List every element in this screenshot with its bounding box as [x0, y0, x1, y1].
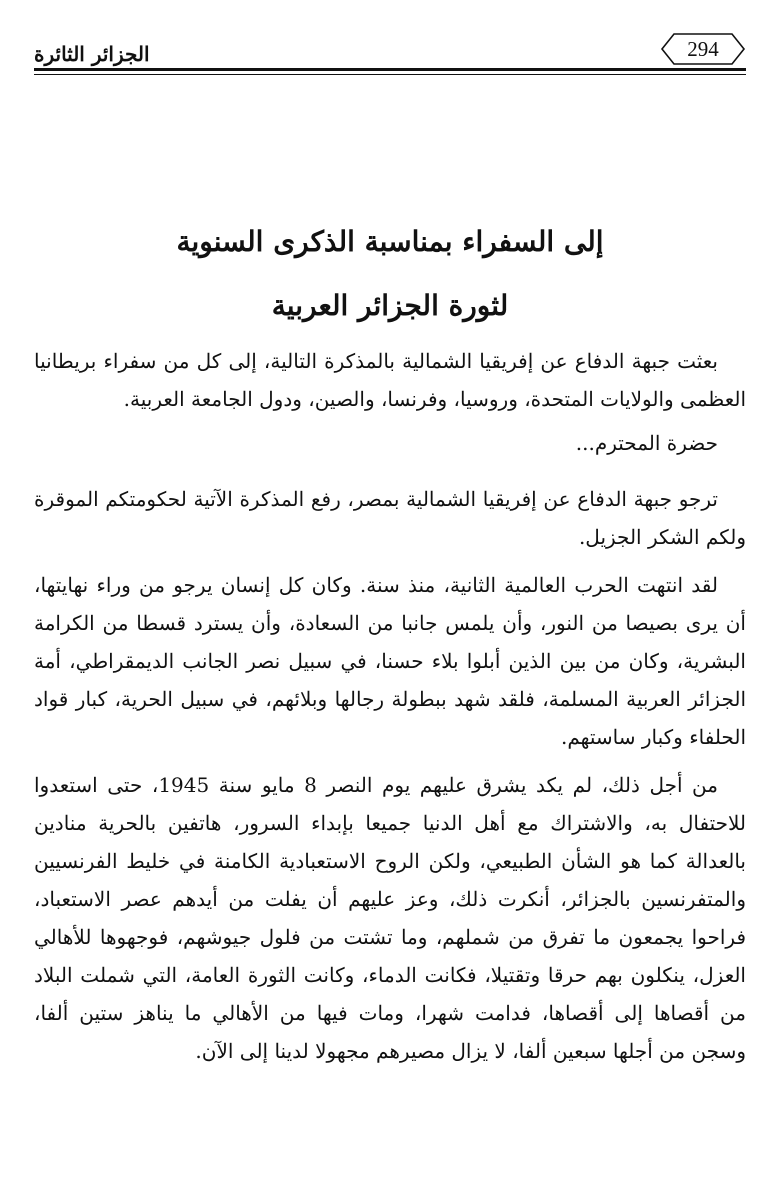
- page-number: 294: [687, 37, 719, 61]
- article-title-line-2: لثورة الجزائر العربية: [271, 289, 509, 322]
- header-rule-thin: [34, 74, 746, 75]
- page-number-badge: [660, 32, 746, 66]
- body-paragraph: من أجل ذلك، لم يكد يشرق عليهم يوم النصر 8 مايو سنة 1945، حتى استعدوا للاحتفال به، والاشتراك مع أهل الدنيا جميعا بإبداء السرور، هاتفين بالحرية منادين بالعدالة كما هو الشأن الطبيعي، ولكن الروح الاستعبادية الكامنة في خليط الفرنسيين والمتفرنسين بالجزائر، أنكرت ذلك، وعز عليهم أن يفلت من أيدهم عصر الاستعباد، فراحوا يجمعون ما تفرق من شملهم، وما تشتت من فلول جيوشهم، فوجهوها للأهالي العزل، ينكلون بهم حرقا وتقتيلا، فكانت الدماء، وكانت الثورة العامة، التي شملت البلاد من أقصاها إلى أقصاها، فدامت شهرا، ومات فيها من الأهالي ما يناهز ستين ألفا، وسجن من أجلها سبعين ألفا، لا يزال مصيرهم مجهولا لدينا إلى الآن.: [34, 773, 746, 1063]
- body-paragraph: لقد انتهت الحرب العالمية الثانية، منذ سنة. وكان كل إنسان يرجو من وراء نهايتها، أن يرى بصيصا من النور، وأن يلمس جانبا من السعادة، وأن يسترد قسطا من الكرامة البشرية، وكان من بين الذين أبلوا بلاء حسنا، في سبيل نصر الجانب الديمقراطي، أمة الجزائر العربية المسلمة، فلقد شهد ببطولة رجالها وبلائهم، في سبيل الحرية، كبار قواد الحلفاء وكبار ساستهم.: [34, 573, 746, 749]
- intro-paragraph: بعثت جبهة الدفاع عن إفريقيا الشمالية بالمذكرة التالية، إلى كل من سفراء بريطانيا العظمى والولايات المتحدة، وروسيا، وفرنسا، والصين، ودول الجامعة العربية.: [34, 349, 746, 411]
- running-title: الجزائر الثائرة: [34, 42, 150, 66]
- header-rule-thick: [34, 68, 746, 71]
- body-paragraph: ترجو جبهة الدفاع عن إفريقيا الشمالية بمصر، رفع المذكرة الآتية لحكومتكم الموقرة ولكم الشكر الجزيل.: [34, 487, 746, 549]
- article-title-line-1: إلى السفراء بمناسبة الذكرى السنوية: [176, 225, 604, 258]
- salutation: حضرة المحترم...: [575, 431, 718, 455]
- article-body: [34, 342, 746, 1080]
